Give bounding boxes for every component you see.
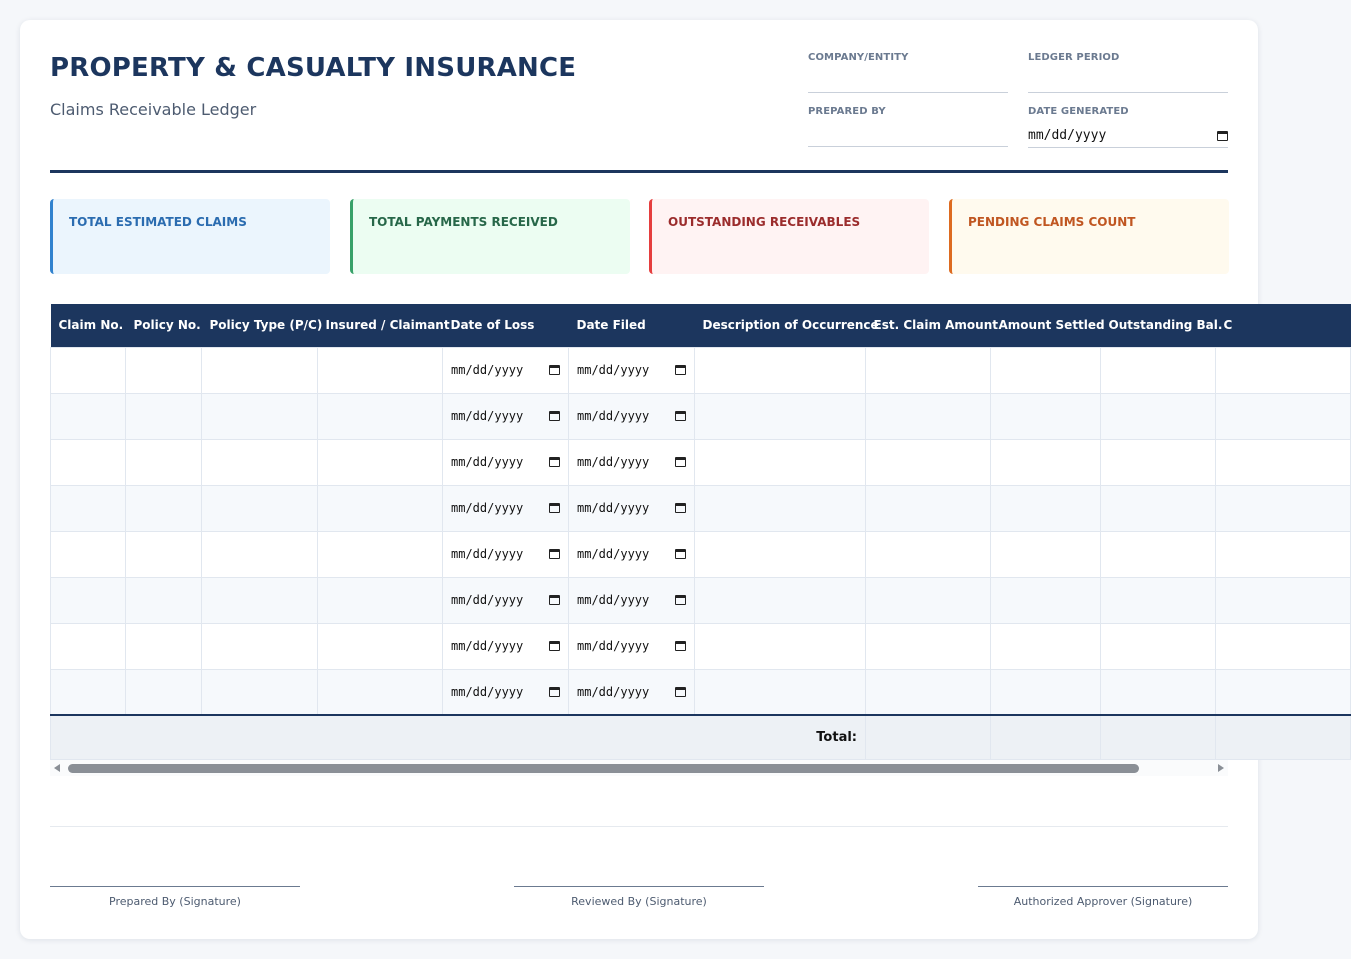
date-filed-input[interactable] <box>569 485 695 531</box>
table-cell[interactable] <box>318 531 443 577</box>
signature-line[interactable] <box>50 886 300 887</box>
table-cell[interactable] <box>202 531 318 577</box>
table-cell[interactable] <box>202 669 318 715</box>
calendar-icon[interactable] <box>549 503 560 513</box>
scroll-right-icon[interactable] <box>1218 764 1224 772</box>
calendar-icon[interactable] <box>549 365 560 375</box>
table-row <box>51 577 1351 623</box>
signature-reviewed <box>514 886 764 908</box>
date-of-loss-input[interactable] <box>443 347 569 393</box>
table-cell[interactable] <box>1216 393 1351 439</box>
company-input[interactable] <box>808 92 1008 93</box>
table-cell[interactable] <box>866 439 991 485</box>
table-cell[interactable] <box>1216 577 1351 623</box>
prepared-field <box>808 106 1008 117</box>
column-header: Description of Occurrence <box>695 304 866 347</box>
table-body <box>51 347 1351 759</box>
table-cell[interactable] <box>991 531 1101 577</box>
column-header: Date of Loss <box>443 304 569 347</box>
table-cell[interactable] <box>1216 623 1351 669</box>
summary-pending-count <box>949 199 1229 274</box>
column-header: C <box>1216 304 1351 347</box>
column-header: Est. Claim Amount <box>866 304 991 347</box>
date-placeholder: mm/dd/yyyy <box>577 409 650 423</box>
table-cell[interactable] <box>1101 393 1216 439</box>
date-of-loss-input[interactable] <box>443 669 569 715</box>
calendar-icon[interactable] <box>549 457 560 467</box>
table-cell[interactable] <box>866 669 991 715</box>
table-cell[interactable] <box>126 485 202 531</box>
table-cell[interactable] <box>1101 623 1216 669</box>
table-cell[interactable] <box>126 669 202 715</box>
summary-label: PENDING CLAIMS COUNT <box>968 215 1136 229</box>
table-cell[interactable] <box>991 577 1101 623</box>
calendar-icon[interactable] <box>549 411 560 421</box>
claims-table <box>50 304 1351 760</box>
date-field[interactable] <box>451 363 560 377</box>
page-title: PROPERTY & CASUALTY INSURANCE <box>50 53 577 83</box>
date-placeholder: mm/dd/yyyy <box>451 501 524 515</box>
date-field[interactable] <box>577 409 686 423</box>
company-field <box>808 52 1008 63</box>
ledger-card <box>20 20 1258 939</box>
date-filed-input[interactable] <box>569 347 695 393</box>
table-cell[interactable] <box>202 393 318 439</box>
footer-divider <box>50 826 1228 827</box>
signature-label: Authorized Approver (Signature) <box>1013 895 1193 908</box>
total-row <box>51 715 1351 759</box>
calendar-icon[interactable] <box>1217 131 1228 141</box>
table-cell[interactable] <box>695 439 866 485</box>
calendar-icon[interactable] <box>549 549 560 559</box>
table-cell[interactable] <box>1101 347 1216 393</box>
table-row <box>51 485 1351 531</box>
date-of-loss-input[interactable] <box>443 393 569 439</box>
table-cell[interactable] <box>126 347 202 393</box>
table-cell[interactable] <box>318 439 443 485</box>
signature-line[interactable] <box>514 886 764 887</box>
date-filed-input[interactable] <box>569 439 695 485</box>
date-field[interactable] <box>451 685 560 699</box>
date-field[interactable] <box>451 547 560 561</box>
table-cell[interactable] <box>1216 669 1351 715</box>
column-header: Amount Settled <box>991 304 1101 347</box>
date-field[interactable] <box>577 593 686 607</box>
table-cell[interactable] <box>51 623 126 669</box>
calendar-icon[interactable] <box>549 595 560 605</box>
table-cell[interactable] <box>51 577 126 623</box>
table-cell[interactable] <box>318 485 443 531</box>
table-row <box>51 393 1351 439</box>
prepared-label: PREPARED BY <box>808 106 886 117</box>
scrollbar-thumb[interactable] <box>68 764 1139 773</box>
date-placeholder: mm/dd/yyyy <box>451 409 524 423</box>
horizontal-scrollbar[interactable] <box>50 760 1228 776</box>
date-field[interactable] <box>577 547 686 561</box>
table-cell[interactable] <box>991 623 1101 669</box>
company-label: COMPANY/ENTITY <box>808 52 909 63</box>
summary-label: OUTSTANDING RECEIVABLES <box>668 215 861 229</box>
date-field[interactable] <box>577 639 686 653</box>
table-cell[interactable] <box>126 393 202 439</box>
table-cell[interactable] <box>126 439 202 485</box>
table-header-row <box>51 304 1351 347</box>
total-cell <box>991 715 1101 759</box>
table-row <box>51 623 1351 669</box>
date-field[interactable] <box>577 685 686 699</box>
total-cell <box>1101 715 1216 759</box>
header-divider <box>50 170 1228 173</box>
summary-label: TOTAL PAYMENTS RECEIVED <box>369 215 558 229</box>
date-filed-input[interactable] <box>569 577 695 623</box>
column-header: Date Filed <box>569 304 695 347</box>
date-filed-input[interactable] <box>569 393 695 439</box>
date-of-loss-input[interactable] <box>443 577 569 623</box>
table-cell[interactable] <box>866 393 991 439</box>
date-field[interactable] <box>451 501 560 515</box>
date-placeholder: mm/dd/yyyy <box>577 593 650 607</box>
scroll-left-icon[interactable] <box>54 764 60 772</box>
table-cell[interactable] <box>1101 439 1216 485</box>
table-cell[interactable] <box>1216 347 1351 393</box>
total-cell <box>866 715 991 759</box>
date-placeholder: mm/dd/yyyy <box>451 363 524 377</box>
date-placeholder: mm/dd/yyyy <box>451 547 524 561</box>
table-cell[interactable] <box>695 669 866 715</box>
date-generated-label: DATE GENERATED <box>1028 106 1129 117</box>
date-of-loss-input[interactable] <box>443 531 569 577</box>
date-field[interactable] <box>451 639 560 653</box>
date-placeholder: mm/dd/yyyy <box>577 684 650 699</box>
table-cell[interactable] <box>695 531 866 577</box>
prepared-input[interactable] <box>808 146 1008 147</box>
date-of-loss-input[interactable] <box>443 623 569 669</box>
table-cell[interactable] <box>202 623 318 669</box>
table-cell[interactable] <box>695 393 866 439</box>
table-cell[interactable] <box>991 439 1101 485</box>
signature-label: Reviewed By (Signature) <box>571 895 707 908</box>
table-row <box>51 439 1351 485</box>
page-subtitle: Claims Receivable Ledger <box>50 100 257 119</box>
date-placeholder: mm/dd/yyyy <box>577 639 650 653</box>
date-filed-input[interactable] <box>569 623 695 669</box>
date-filed-input[interactable] <box>569 669 695 715</box>
table-cell[interactable] <box>1101 485 1216 531</box>
table-cell[interactable] <box>991 393 1101 439</box>
date-placeholder: mm/dd/yyyy <box>451 455 524 469</box>
date-field[interactable] <box>577 363 686 377</box>
date-placeholder: mm/dd/yyyy <box>451 684 524 699</box>
signature-prepared <box>50 886 300 908</box>
table-row <box>51 347 1351 393</box>
total-label: Total: <box>51 715 866 759</box>
table-cell[interactable] <box>695 577 866 623</box>
date-placeholder: mm/dd/yyyy <box>577 501 650 515</box>
table-cell[interactable] <box>202 485 318 531</box>
table-cell[interactable] <box>126 531 202 577</box>
date-field[interactable] <box>577 501 686 515</box>
date-placeholder: mm/dd/yyyy <box>1028 128 1107 143</box>
date-placeholder: mm/dd/yyyy <box>451 593 524 607</box>
table-cell[interactable] <box>695 347 866 393</box>
date-placeholder: mm/dd/yyyy <box>451 639 524 653</box>
table-row <box>51 531 1351 577</box>
calendar-icon[interactable] <box>675 595 686 605</box>
calendar-icon[interactable] <box>675 411 686 421</box>
table-cell[interactable] <box>51 439 126 485</box>
calendar-icon[interactable] <box>675 503 686 513</box>
table-cell[interactable] <box>695 485 866 531</box>
table-cell[interactable] <box>318 623 443 669</box>
signature-approver <box>978 886 1228 908</box>
calendar-icon[interactable] <box>549 687 560 697</box>
table-cell[interactable] <box>318 669 443 715</box>
table-cell[interactable] <box>1101 669 1216 715</box>
calendar-icon[interactable] <box>675 549 686 559</box>
table-cell[interactable] <box>51 669 126 715</box>
summary-label: TOTAL ESTIMATED CLAIMS <box>69 215 247 229</box>
calendar-icon[interactable] <box>675 641 686 651</box>
table-cell[interactable] <box>318 347 443 393</box>
table-cell[interactable] <box>126 623 202 669</box>
date-placeholder: mm/dd/yyyy <box>577 547 650 561</box>
table-cell[interactable] <box>866 485 991 531</box>
column-header: Policy No. <box>126 304 202 347</box>
table-cell[interactable] <box>991 485 1101 531</box>
date-filed-input[interactable] <box>569 531 695 577</box>
table-cell[interactable] <box>51 485 126 531</box>
summary-total-estimated <box>50 199 330 274</box>
date-placeholder: mm/dd/yyyy <box>577 363 650 377</box>
table-cell[interactable] <box>1101 577 1216 623</box>
period-field <box>1028 52 1228 63</box>
table-cell[interactable] <box>51 347 126 393</box>
signature-line[interactable] <box>978 886 1228 887</box>
date-generated-field <box>1028 106 1228 143</box>
table-cell[interactable] <box>202 577 318 623</box>
date-generated-input[interactable] <box>1028 124 1228 148</box>
claims-table-container <box>50 304 1233 760</box>
period-label: LEDGER PERIOD <box>1028 52 1120 63</box>
table-cell[interactable] <box>866 531 991 577</box>
table-cell[interactable] <box>866 347 991 393</box>
calendar-icon[interactable] <box>675 687 686 697</box>
table-cell[interactable] <box>1101 531 1216 577</box>
table-row <box>51 669 1351 715</box>
table-cell[interactable] <box>318 393 443 439</box>
calendar-icon[interactable] <box>675 457 686 467</box>
table-cell[interactable] <box>126 577 202 623</box>
column-header: Outstanding Bal. <box>1101 304 1216 347</box>
table-cell[interactable] <box>202 347 318 393</box>
date-placeholder: mm/dd/yyyy <box>577 455 650 469</box>
table-cell[interactable] <box>51 531 126 577</box>
date-field[interactable] <box>577 455 686 469</box>
table-cell[interactable] <box>318 577 443 623</box>
summary-outstanding <box>649 199 929 274</box>
table-cell[interactable] <box>991 347 1101 393</box>
table-cell[interactable] <box>866 623 991 669</box>
table-cell[interactable] <box>51 393 126 439</box>
total-cell <box>1216 715 1351 759</box>
calendar-icon[interactable] <box>675 365 686 375</box>
column-header: Insured / Claimant <box>318 304 443 347</box>
date-field[interactable] <box>451 409 560 423</box>
date-field[interactable] <box>451 593 560 607</box>
table-cell[interactable] <box>1216 485 1351 531</box>
table-cell[interactable] <box>866 577 991 623</box>
table-cell[interactable] <box>202 439 318 485</box>
table-cell[interactable] <box>1216 531 1351 577</box>
table-cell[interactable] <box>1216 439 1351 485</box>
table-cell[interactable] <box>991 669 1101 715</box>
date-of-loss-input[interactable] <box>443 439 569 485</box>
period-input[interactable] <box>1028 92 1228 93</box>
column-header: Policy Type (P/C) <box>202 304 318 347</box>
table-cell[interactable] <box>695 623 866 669</box>
calendar-icon[interactable] <box>549 641 560 651</box>
date-of-loss-input[interactable] <box>443 485 569 531</box>
summary-total-payments <box>350 199 630 274</box>
column-header: Claim No. <box>51 304 126 347</box>
date-field[interactable] <box>451 455 560 469</box>
signature-label: Prepared By (Signature) <box>109 895 241 908</box>
